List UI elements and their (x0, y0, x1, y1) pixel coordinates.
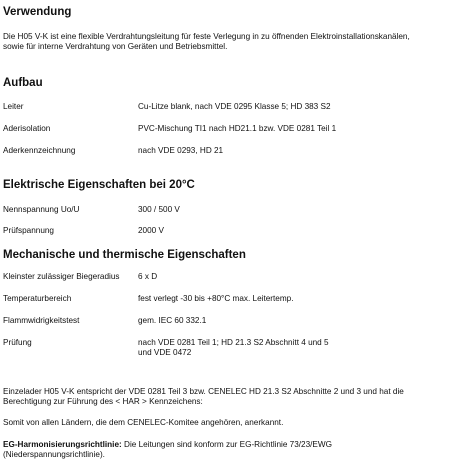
mechanisch-value-pruefung-line1: nach VDE 0281 Teil 1; HD 21.3 S2 Abschnitt 4 und 5 (138, 338, 329, 347)
aufbau-label-leiter: Leiter (3, 102, 24, 111)
elektrisch-value-nennspannung: 300 / 500 V (138, 205, 180, 214)
mechanisch-value-biegeradius: 6 x D (138, 272, 158, 281)
harmonisierung-label: EG-Harmonisierungsrichtlinie: (3, 440, 122, 449)
footer-paragraph3-line1 (3, 440, 332, 450)
mechanisch-value-pruefung-line2: und VDE 0472 (138, 348, 192, 357)
elektrisch-value-pruefspannung: 2000 V (138, 226, 164, 235)
section-heading-mechanisch: Mechanische und thermische Eigenschaften (3, 249, 246, 261)
verwendung-text-line1: Die H05 V-K ist eine flexible Verdrahtungsleitung für feste Verlegung in zu öffnenden Elektroinstallationskanälen, (3, 32, 410, 41)
section-heading-aufbau: Aufbau (3, 77, 43, 89)
aufbau-label-aderkennzeichnung: Aderkennzeichnung (3, 146, 76, 155)
mechanisch-label-flammwidrigkeit: Flammwidrigkeitstest (3, 316, 80, 325)
aufbau-value-aderkennzeichnung: nach VDE 0293, HD 21 (138, 146, 224, 155)
aufbau-value-aderisolation: PVC-Mischung TI1 nach HD21.1 bzw. VDE 0281 Teil 1 (138, 124, 337, 133)
mechanisch-label-pruefung: Prüfung (3, 338, 32, 347)
aufbau-value-leiter: Cu-Litze blank, nach VDE 0295 Klasse 5; HD 383 S2 (138, 102, 331, 111)
mechanisch-label-temperaturbereich: Temperaturbereich (3, 294, 72, 303)
harmonisierung-text: Die Leitungen sind konform zur EG-Richtlinie 73/23/EWG (121, 440, 332, 449)
footer-paragraph2: Somit von allen Ländern, die dem CENELEC-Komitee angehören, anerkannt. (3, 418, 284, 427)
elektrisch-label-pruefspannung: Prüfspannung (3, 226, 54, 235)
section-heading-elektrisch: Elektrische Eigenschaften bei 20°C (3, 179, 195, 191)
elektrisch-label-nennspannung: Nennspannung Uo/U (3, 205, 80, 214)
footer-paragraph1-line1: Einzelader H05 V-K entspricht der VDE 0281 Teil 3 bzw. CENELEC HD 21.3 S2 Abschnitte 2 und 3 und hat die (3, 387, 404, 396)
aufbau-label-aderisolation: Aderisolation (3, 124, 51, 133)
mechanisch-label-biegeradius: Kleinster zulässiger Biegeradius (3, 272, 120, 281)
footer-paragraph1-line2: Berechtigung zur Führung des < HAR > Kennzeichens: (3, 397, 203, 406)
mechanisch-value-temperaturbereich: fest verlegt -30 bis +80°C max. Leitertemp. (138, 294, 294, 303)
footer-paragraph3-line2: (Niederspannungsrichtlinie). (3, 450, 105, 459)
section-heading-verwendung: Verwendung (3, 6, 72, 18)
mechanisch-value-flammwidrigkeit: gem. IEC 60 332.1 (138, 316, 207, 325)
verwendung-text-line2: sowie für interne Verdrahtung von Geräten und Betriebsmittel. (3, 42, 228, 51)
